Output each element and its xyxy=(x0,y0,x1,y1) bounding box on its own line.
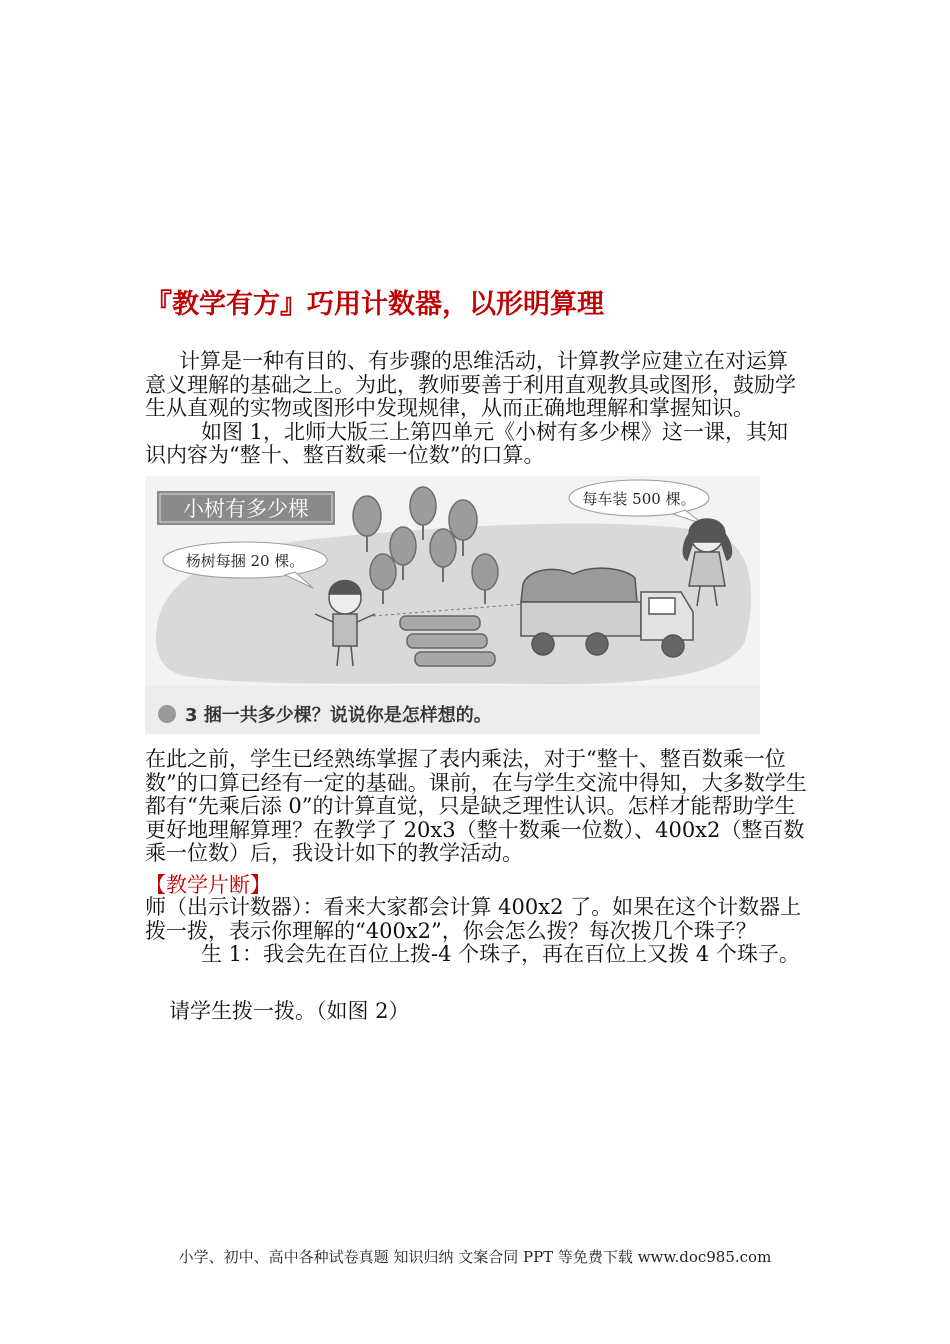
figure-bubble-right: 每车装 500 棵。 xyxy=(582,490,696,508)
intro-text-figure-ref: 如图 1，北师大版三上第四单元《小树有多少棵》这一课，其知识内容为“整十、整百数乘一位数”的口算。 xyxy=(145,419,789,467)
intro-paragraph xyxy=(145,350,807,468)
dialogue-paragraph xyxy=(145,896,807,967)
figure-1-textbook-illustration xyxy=(145,476,760,734)
footer-text: 小学、初中、高中各种试卷真题 知识归纳 文案合同 PPT 等免费下载 www.doc985.com xyxy=(178,1248,772,1266)
figure-bubble-left: 杨树每捆 20 棵。 xyxy=(185,552,305,570)
section-label: 【教学片断】 xyxy=(145,873,271,897)
context-paragraph: 在此之前，学生已经熟练掌握了表内乘法，对于“整十、整百数乘一位数”的口算已经有一定的基础。课前，在与学生交流中得知，大多数学生都有“先乘后添 0”的计算直觉，只是缺乏理性认识。怎样才能帮助学生更好地理解算理？在教学了 20x3（整十数乘一位数）、400x2（整百数乘一位数）后，我设计如下的教学活动。 xyxy=(145,747,807,865)
student-line: 生 1：我会先在百位上拨-4 个珠子，再在百位上又拨 4 个珠子。 xyxy=(201,942,800,966)
teacher-line: 师（出示计数器）：看来大家都会计算 400x2 了。如果在这个计数器上拨一拨，表示你理解的“400x2”，你会怎么拨？每次拨几个珠子？ xyxy=(145,895,802,943)
instruction-paragraph: 请学生拨一拨。（如图 2） xyxy=(169,999,410,1023)
intro-text: 计算是一种有目的、有步骤的思维活动，计算教学应建立在对运算意义理解的基础之上。为此，教师要善于利用直观教具或图形，鼓励学生从直观的实物或图形中发现规律，从而正确地理解和掌握知识。 xyxy=(145,349,796,420)
figure-question: 3 捆一共多少棵？说说你是怎样想的。 xyxy=(185,705,492,726)
article-title: 『教学有方』巧用计数器，以形明算理 xyxy=(145,289,604,320)
figure-banner: 小树有多少棵 xyxy=(183,497,309,521)
